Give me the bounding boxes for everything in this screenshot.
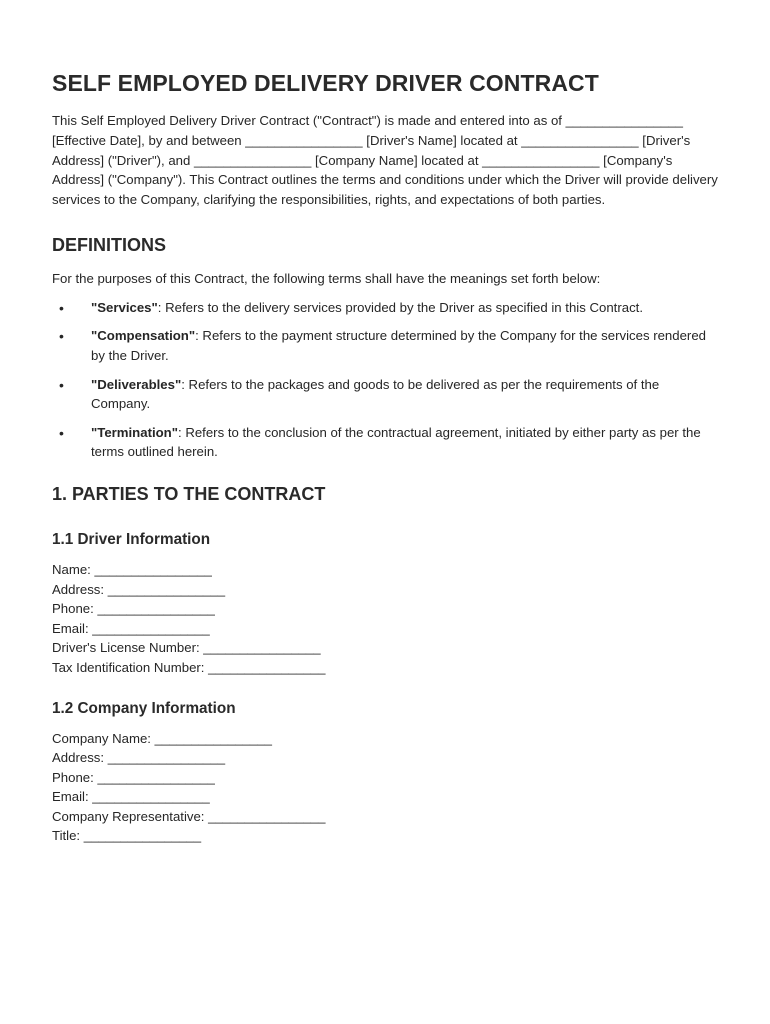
intro-paragraph: This Self Employed Delivery Driver Contract ("Contract") is made and entered into as of ________________ [Effective Date], by and between ________________ [Driver's Name] located at ________________ [Driver's Address] ("Driver"), and ________________ [Company Name] located at ________________ [Company's Address] ("Company"). This Contract outlines the terms and conditions under which the Driver will provide delivery services to the Company, clarifying the responsibilities, rights, and expectations of both parties.	[52, 113, 718, 208]
definition-item	[52, 298, 718, 318]
definition-text: : Refers to the payment structure determined by the Company for the services rendered by the Driver.	[91, 328, 706, 363]
company-info-fields	[52, 729, 718, 847]
definition-term: "Termination"	[91, 424, 178, 440]
definition-item	[52, 326, 718, 365]
definition-text: : Refers to the packages and goods to be delivered as per the requirements of the Company.	[91, 376, 660, 412]
driver-license-field: Driver's License Number: ________________	[52, 640, 321, 656]
section-1-heading: 1. PARTIES TO THE CONTRACT	[52, 483, 326, 504]
definitions-list	[52, 298, 718, 462]
driver-address-field: Address: ________________	[52, 581, 226, 597]
definitions-lead: For the purposes of this Contract, the following terms shall have the meanings set forth below:	[52, 270, 601, 286]
company-info-heading: 1.2 Company Information	[52, 699, 236, 717]
company-title-field: Title: ________________	[52, 828, 202, 844]
company-email-field: Email: ________________	[52, 789, 210, 805]
definition-term: "Compensation"	[91, 328, 196, 344]
bullet-icon: •	[59, 424, 64, 441]
driver-info-heading: 1.1 Driver Information	[52, 530, 211, 548]
driver-name-field: Name: ________________	[52, 561, 212, 577]
definition-term: "Deliverables"	[91, 376, 182, 392]
definition-term: "Services"	[91, 299, 158, 315]
bullet-icon: •	[59, 299, 64, 316]
company-representative-field: Company Representative: ________________	[52, 808, 326, 824]
document-title: SELF EMPLOYED DELIVERY DRIVER CONTRACT	[52, 70, 599, 96]
company-phone-field: Phone: ________________	[52, 769, 215, 785]
bullet-icon: •	[59, 328, 64, 345]
driver-phone-field: Phone: ________________	[52, 601, 215, 617]
definitions-heading: DEFINITIONS	[52, 234, 167, 255]
driver-tax-id-field: Tax Identification Number: ________________	[52, 659, 326, 675]
definition-item	[52, 423, 718, 462]
definition-text: : Refers to the conclusion of the contractual agreement, initiated by either party as per the terms outlined herein.	[91, 424, 701, 460]
definition-item	[52, 375, 718, 414]
bullet-icon: •	[59, 376, 64, 393]
company-name-field: Company Name: ________________	[52, 730, 272, 746]
company-address-field: Address: ________________	[52, 750, 226, 766]
driver-info-fields	[52, 560, 718, 678]
driver-email-field: Email: ________________	[52, 620, 210, 636]
definition-text: : Refers to the delivery services provided by the Driver as specified in this Contract.	[157, 299, 643, 315]
